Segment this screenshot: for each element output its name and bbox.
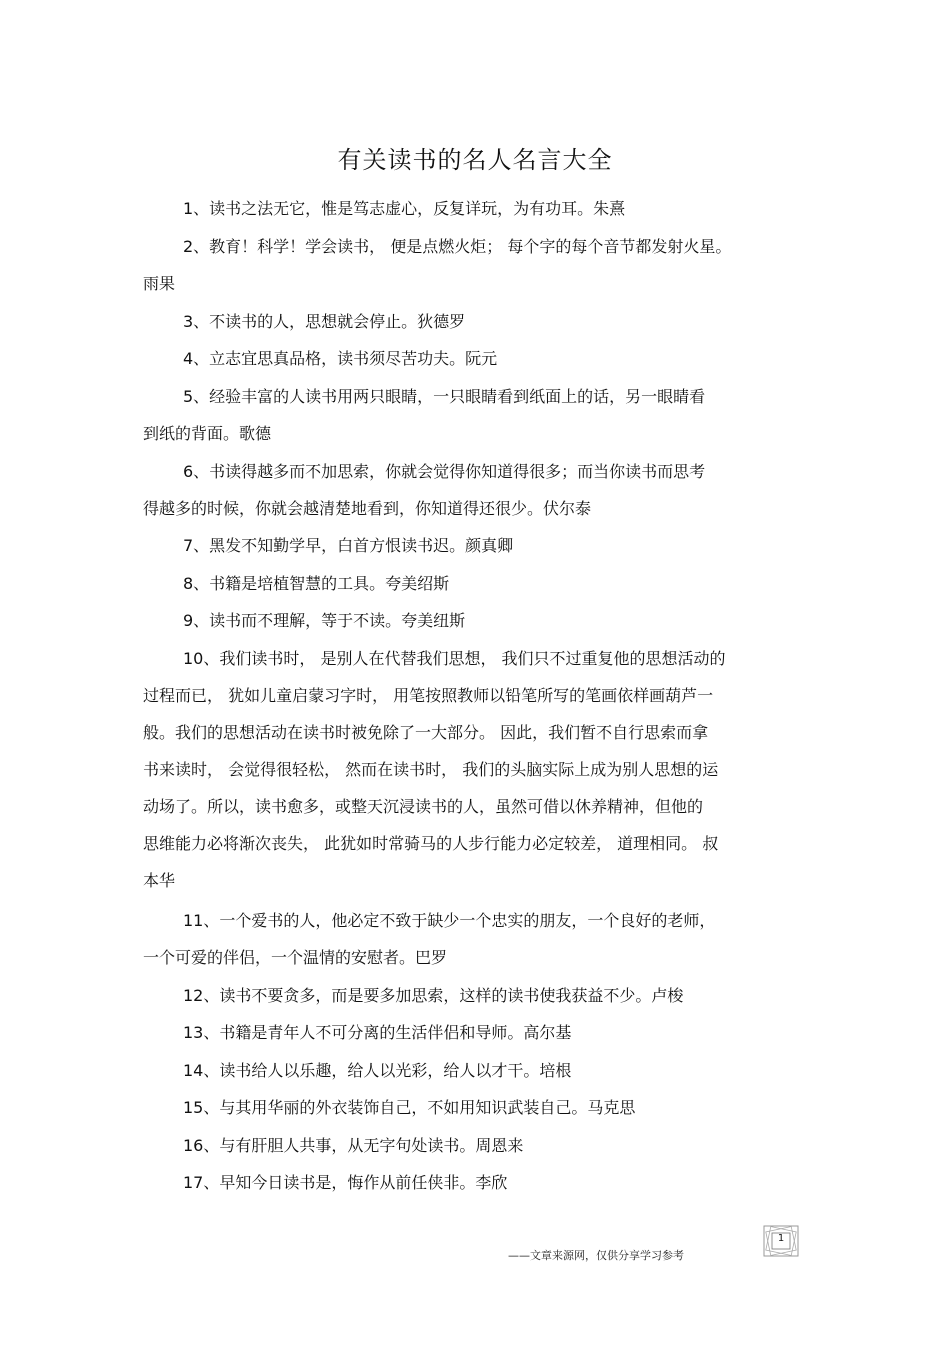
- quote-line: 16、与有肝胆人共事，从无字句处读书。周恩来: [183, 1136, 524, 1155]
- quote-line: 书来读时， 会觉得很轻松， 然而在读书时， 我们的头脑实际上成为别人思想的运: [143, 760, 719, 779]
- quote-line: 2、教育！科学！学会读书， 便是点燃火炬； 每个字的每个音节都发射火星。: [183, 237, 732, 256]
- quote-paragraph-9: [143, 602, 808, 639]
- quote-paragraph-11: [143, 902, 808, 976]
- quote-line: 动场了。所以，读书愈多，或整天沉浸读书的人，虽然可借以休养精神，但他的: [143, 797, 704, 816]
- quote-paragraph-1: [143, 190, 808, 227]
- quote-line: 12、读书不要贪多，而是要多加思索，这样的读书使我获益不少。卢梭: [183, 986, 684, 1005]
- quote-line: 6、书读得越多而不加思索，你就会觉得你知道得很多；而当你读书而思考: [183, 462, 706, 481]
- quote-line: 本华: [143, 871, 176, 890]
- quote-line: 10、我们读书时， 是别人在代替我们思想， 我们只不过重复他的思想活动的: [183, 649, 726, 668]
- quote-line: 8、书籍是培植智慧的工具。夸美绍斯: [183, 574, 450, 593]
- quote-line: 1、读书之法无它，惟是笃志虚心，反复详玩，为有功耳。朱熹: [183, 199, 626, 218]
- quote-paragraph-8: [143, 565, 808, 602]
- quote-line: 11、一个爱书的人，他必定不致于缺少一个忠实的朋友，一个良好的老师，: [183, 911, 716, 930]
- quote-line: 一个可爱的伴侣，一个温情的安慰者。巴罗: [143, 948, 448, 967]
- quote-paragraph-14: [143, 1052, 808, 1089]
- quote-line: 思维能力必将渐次丧失， 此犹如时常骑马的人步行能力必定较差， 道理相同。 叔: [143, 834, 719, 853]
- page-number: 1: [777, 1233, 785, 1244]
- quote-paragraph-7: [143, 527, 808, 564]
- quote-line: 17、早知今日读书是，悔作从前任侠非。李欣: [183, 1173, 508, 1192]
- quote-line: 4、立志宜思真品格，读书须尽苦功夫。阮元: [183, 349, 498, 368]
- document-title: 有关读书的名人名言大全: [337, 146, 613, 174]
- page-number-badge: [756, 1220, 806, 1262]
- quote-paragraph-16: [143, 1127, 808, 1164]
- quote-paragraph-3: [143, 303, 808, 340]
- quote-line: 13、书籍是青年人不可分离的生活伴侣和导师。高尔基: [183, 1023, 572, 1042]
- quote-paragraph-15: [143, 1089, 808, 1126]
- quote-paragraph-2: [143, 228, 808, 302]
- quote-paragraph-17: [143, 1164, 808, 1201]
- quote-line: 得越多的时候，你就会越清楚地看到，你知道得还很少。伏尔泰: [143, 499, 592, 518]
- quote-paragraph-6: [143, 453, 808, 527]
- quote-paragraph-4: [143, 340, 808, 377]
- quote-line: 过程而已， 犹如儿童启蒙习字时， 用笔按照教师以铅笔所写的笔画依样画葫芦一: [143, 686, 714, 705]
- quote-line: 15、与其用华丽的外衣装饰自己，不如用知识武装自己。马克思: [183, 1098, 636, 1117]
- quote-line: 到纸的背面。歌德: [143, 424, 272, 443]
- quote-line: 3、不读书的人，思想就会停止。狄德罗: [183, 312, 466, 331]
- source-note: ——文章来源网，仅供分享学习参考: [508, 1249, 684, 1262]
- quote-line: 5、经验丰富的人读书用两只眼睛，一只眼睛看到纸面上的话，另一眼睛看: [183, 387, 706, 406]
- quote-line: 7、黑发不知勤学早，白首方恨读书迟。颜真卿: [183, 536, 514, 555]
- quote-paragraph-12: [143, 977, 808, 1014]
- quote-line: 般。我们的思想活动在读书时被免除了一大部分。 因此，我们暂不自行思索而拿: [143, 723, 709, 742]
- quote-line: 雨果: [143, 274, 176, 293]
- quote-paragraph-13: [143, 1014, 808, 1051]
- quote-line: 9、读书而不理解，等于不读。夸美纽斯: [183, 611, 466, 630]
- quote-paragraph-5: [143, 378, 808, 452]
- quote-paragraph-10: [143, 640, 808, 899]
- quote-line: 14、读书给人以乐趣，给人以光彩，给人以才干。培根: [183, 1061, 572, 1080]
